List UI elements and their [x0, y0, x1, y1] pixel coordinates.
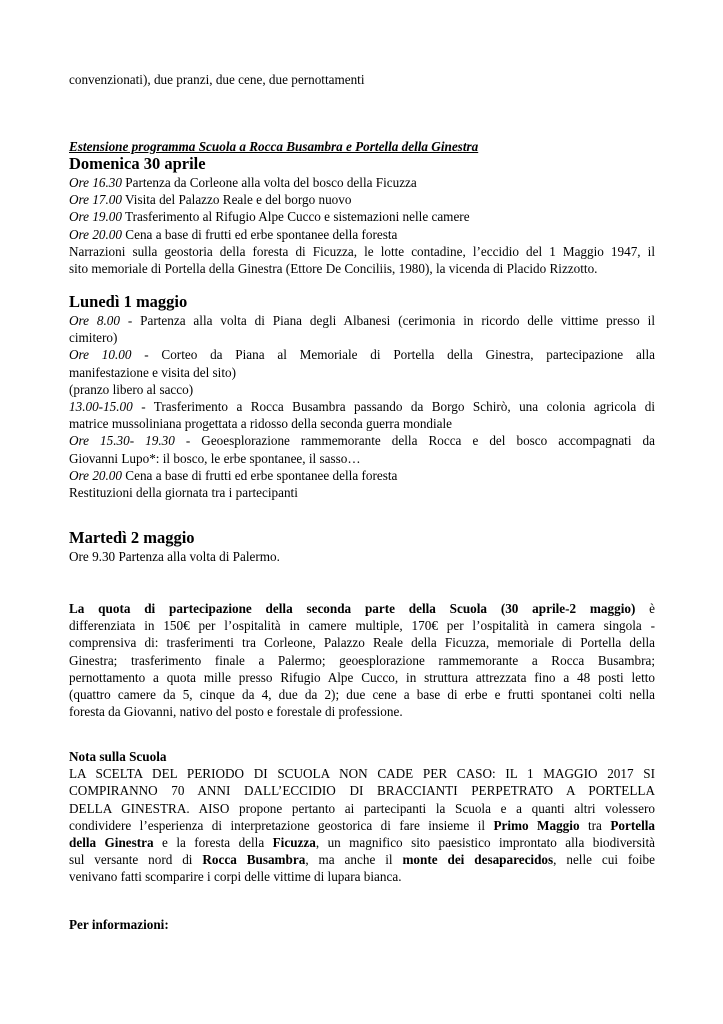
- nota-text: e la foresta della: [153, 835, 273, 851]
- monday-item-time: Ore 8.00: [69, 313, 120, 328]
- monday-item-cont: Giovanni Lupo*: il bosco, le erbe spontanee, il sasso…: [69, 450, 361, 466]
- sunday-item: [69, 226, 655, 243]
- nota-line: [69, 817, 655, 834]
- sunday-heading: Domenica 30 aprile: [69, 154, 206, 173]
- monday-item-text: Cena a base di frutti ed erbe spontanee della foresta: [122, 467, 398, 483]
- info-heading: [69, 916, 655, 933]
- nota-text: tra: [579, 817, 611, 833]
- nota-bold: Portella: [610, 817, 655, 833]
- monday-item: [69, 432, 655, 449]
- sunday-item-text: Cena a base di frutti ed erbe spontanee della foresta: [122, 226, 398, 242]
- nota-text: sul versante nord di: [69, 852, 203, 868]
- quota-line: pernottamento a quota mille presso Rifugio Alpe Cucco, in struttura attrezzata fino a 48 posti letto: [69, 669, 655, 685]
- tuesday-heading: Martedì 2 maggio: [69, 528, 195, 547]
- sunday-item-text: Partenza da Corleone alla volta del bosco della Ficuzza: [122, 175, 417, 190]
- extension-title: Estensione programma Scuola a Rocca Busambra e Portella della Ginestra: [69, 139, 479, 154]
- monday-item-time: Ore 10.00: [69, 347, 132, 363]
- monday-item: [69, 398, 655, 415]
- monday-item-time: 13.00-15.00: [69, 399, 133, 415]
- quota-bold: La quota di partecipazione della seconda parte della Scuola (30 aprile-2 maggio): [69, 601, 636, 616]
- monday-item-text: - Geoesplorazione rammemorante della Rocca e del bosco accompagnati da: [174, 433, 655, 449]
- intro-paragraph: [69, 71, 655, 88]
- sunday-section: [69, 154, 655, 277]
- nota-text: , nelle cui foibe: [553, 852, 656, 868]
- sunday-item: [69, 191, 655, 208]
- nota-section: [69, 748, 655, 886]
- nota-text: condividere l’esperienza di interpretazione geostorica di fare insieme il: [69, 817, 494, 833]
- monday-item-cont: manifestazione e visita del sito): [69, 364, 236, 380]
- monday-item-time: Ore 15.30- 19.30: [69, 433, 175, 449]
- quota-line: (quattro camere da 5, cinque da 4, due da 2); due cene a base di erbe e frutti spontanei colti nella: [69, 687, 655, 703]
- nota-line: venivano fatti scomparire i corpi delle vittime di lupara bianca.: [69, 869, 402, 885]
- quota-line: differenziata in 150€ per l’ospitalità in camere multiple, 170€ per l’ospitalità in camera singola -: [69, 618, 655, 634]
- quota-line: Ginestra; trasferimento finale a Palermo; geoesplorazione rammemorante a Rocca Busambra;: [69, 652, 655, 668]
- monday-item-time: Ore 20.00: [69, 467, 122, 483]
- monday-item-text: - Corteo da Piana al Memoriale di Portella della Ginestra, partecipazione alla: [131, 347, 655, 363]
- monday-heading: Lunedì 1 maggio: [69, 292, 188, 311]
- sunday-narration-line: Narrazioni sulla geostoria della foresta di Ficuzza, le lotte contadine, l’eccidio del 1 Maggio 1947, il: [69, 243, 655, 259]
- sunday-item: [69, 208, 655, 225]
- extension-subtitle: [69, 138, 655, 155]
- quota-line: [69, 600, 655, 617]
- tuesday-section: [69, 528, 655, 565]
- info-section: [69, 916, 655, 933]
- quota-line: foresta da Giovanni, nativo del posto e forestale di professione.: [69, 704, 403, 720]
- nota-text: , ma anche il: [305, 852, 403, 868]
- sunday-item-time: Ore 19.00: [69, 209, 122, 225]
- monday-lunch-note: (pranzo libero al sacco): [69, 381, 194, 397]
- nota-bold: Primo Maggio: [493, 817, 580, 833]
- sunday-item-time: Ore 20.00: [69, 226, 122, 242]
- nota-bold: Ficuzza: [272, 835, 316, 851]
- nota-line: COMPIRANNO 70 ANNI DALL’ECCIDIO DI BRACCIANTI PERPETRATO A PORTELLA: [69, 783, 655, 799]
- nota-line: [69, 851, 655, 868]
- nota-heading-text: Nota sulla Scuola: [69, 749, 167, 764]
- quota-line: comprensiva di: trasferimenti tra Corleone, Palazzo Reale della Ficuzza, memoriale di Portella della: [69, 635, 655, 651]
- monday-item: [69, 346, 655, 363]
- sunday-item-time: Ore 17.00: [69, 192, 122, 208]
- monday-item-cont: matrice mussoliniana progettata a ridosso della seconda guerra mondiale: [69, 416, 453, 432]
- sunday-item-text: Trasferimento al Rifugio Alpe Cucco e sistemazioni nelle camere: [122, 209, 470, 225]
- quota-paragraph: [69, 600, 655, 720]
- nota-bold: Rocca Busambra: [202, 852, 306, 868]
- monday-section: [69, 292, 655, 501]
- info-heading-text: Per informazioni:: [69, 917, 169, 932]
- tuesday-line: Ore 9.30 Partenza alla volta di Palermo.: [69, 549, 280, 564]
- nota-text: , un magnifico sito paesistico improntato alla biodiversità: [315, 835, 655, 851]
- nota-heading: [69, 748, 655, 765]
- nota-bold: della Ginestra: [69, 835, 154, 851]
- nota-line: LA SCELTA DEL PERIODO DI SCUOLA NON CADE PER CASO: IL 1 MAGGIO 2017 SI: [69, 766, 655, 782]
- monday-item: [69, 312, 655, 329]
- nota-bold: monte dei desaparecidos: [402, 852, 554, 868]
- quota-line-rest: è: [635, 601, 655, 616]
- monday-item-text: - Trasferimento a Rocca Busambra passando da Borgo Schirò, una colonia agricola di: [132, 399, 655, 415]
- monday-item-text: - Partenza alla volta di Piana degli Albanesi (cerimonia in ricordo delle vittime presso il: [119, 313, 655, 328]
- intro-line: convenzionati), due pranzi, due cene, due pernottamenti: [69, 72, 365, 87]
- monday-closing: Restituzioni della giornata tra i partecipanti: [69, 485, 298, 501]
- monday-item-cont: cimitero): [69, 330, 118, 346]
- monday-item: [69, 467, 655, 484]
- sunday-item: [69, 174, 655, 191]
- sunday-item-text: Visita del Palazzo Reale e del borgo nuovo: [122, 192, 352, 208]
- nota-line: DELLA GINESTRA. AISO propone pertanto ai partecipanti la Scuola e a quanti altri volessero: [69, 800, 655, 816]
- nota-line: [69, 834, 655, 851]
- sunday-item-time: Ore 16.30: [69, 175, 122, 190]
- sunday-narration-line: sito memoriale di Portella della Ginestra (Ettore De Conciliis, 1980), la vicenda di Placido Rizzotto.: [69, 261, 598, 277]
